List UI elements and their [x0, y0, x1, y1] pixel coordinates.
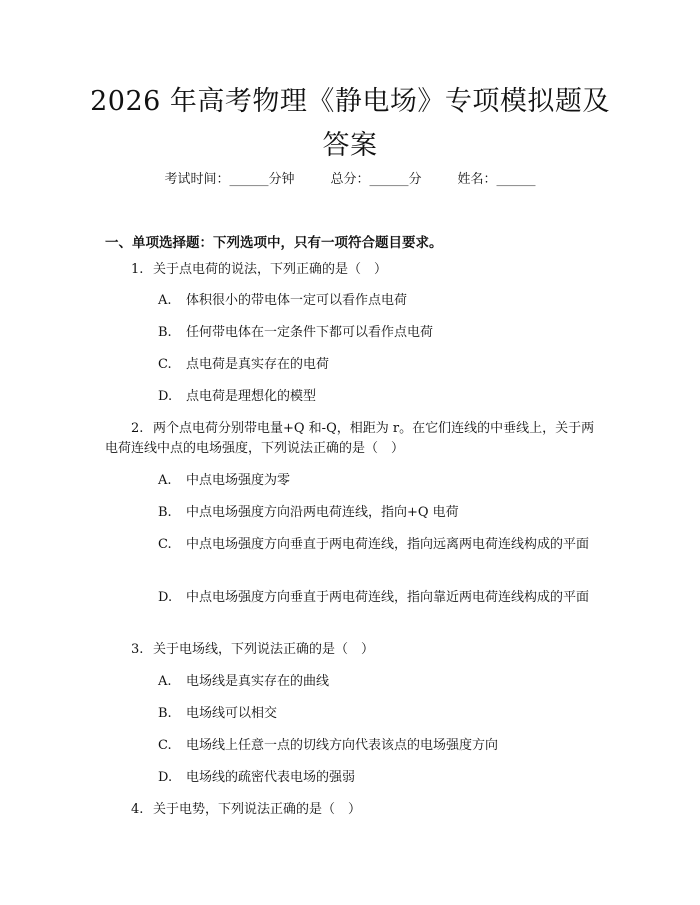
- option-letter: B.: [158, 505, 172, 520]
- option-1b: [105, 323, 603, 343]
- question-text: 关于电势，下列说法正确的是（ ）: [153, 802, 362, 817]
- question-number: 4.: [131, 802, 144, 817]
- question-3: [105, 640, 603, 660]
- question-4: [105, 800, 603, 820]
- option-text: 电场线可以相交: [186, 706, 278, 721]
- page-title: 2026 年高考物理《静电场》专项模拟题及答案: [90, 86, 610, 161]
- exam-name: 姓名：______: [457, 172, 536, 187]
- option-2b: [105, 503, 603, 523]
- option-letter: A.: [158, 473, 172, 488]
- option-2d: [105, 588, 603, 608]
- option-2c: [105, 535, 603, 555]
- option-text: 电场线上任意一点的切线方向代表该点的电场强度方向: [186, 738, 499, 753]
- option-text: 电场线是真实存在的曲线: [186, 674, 330, 689]
- option-text: 任何带电体在一定条件下都可以看作点电荷: [186, 325, 434, 340]
- question-number: 2.: [131, 421, 144, 436]
- option-text: 点电荷是理想化的模型: [186, 389, 317, 404]
- option-text: 中点电场强度为零: [186, 473, 291, 488]
- option-letter: C.: [158, 537, 172, 552]
- option-letter: A.: [158, 293, 172, 308]
- option-letter: C.: [158, 357, 172, 372]
- exam-info: [0, 168, 700, 187]
- option-1d: [105, 387, 603, 407]
- option-letter: D.: [158, 770, 173, 785]
- option-text: 点电荷是真实存在的电荷: [186, 357, 330, 372]
- option-text: 体积很小的带电体一定可以看作点电荷: [186, 293, 408, 308]
- exam-total-score: 总分：______分: [330, 172, 422, 187]
- option-letter: C.: [158, 738, 172, 753]
- exam-time: 考试时间：______分钟: [164, 172, 295, 187]
- option-letter: B.: [158, 706, 172, 721]
- question-number: 1.: [131, 262, 144, 277]
- question-number: 3.: [131, 642, 144, 657]
- section-heading: 一、单项选择题：下列选项中，只有一项符合题目要求。: [105, 235, 443, 251]
- option-1a: [105, 291, 603, 311]
- option-1c: [105, 355, 603, 375]
- option-3a: [105, 672, 603, 692]
- question-text: 关于点电荷的说法，下列正确的是（ ）: [153, 262, 388, 277]
- question-text: 两个点电荷分别带电量+Q 和-Q，相距为 r。在它们连线的中垂线上，关于两电荷连线中点的电场强度，下列说法正确的是（ ）: [105, 421, 595, 456]
- option-letter: D.: [158, 389, 173, 404]
- option-text: 电场线的疏密代表电场的强弱: [186, 770, 356, 785]
- option-letter: A.: [158, 674, 172, 689]
- option-2a: [105, 471, 603, 491]
- option-text: 中点电场强度方向垂直于两电荷连线，指向靠近两电荷连线构成的平面: [186, 590, 590, 605]
- option-3c: [105, 736, 603, 756]
- option-letter: B.: [158, 325, 172, 340]
- option-letter: D.: [158, 590, 173, 605]
- question-text: 关于电场线，下列说法正确的是（ ）: [153, 642, 375, 657]
- option-3b: [105, 704, 603, 724]
- question-1: [105, 260, 603, 280]
- option-text: 中点电场强度方向垂直于两电荷连线，指向远离两电荷连线构成的平面: [186, 537, 590, 552]
- question-2: [105, 419, 603, 459]
- option-3d: [105, 768, 603, 788]
- option-text: 中点电场强度方向沿两电荷连线，指向+Q 电荷: [186, 505, 459, 520]
